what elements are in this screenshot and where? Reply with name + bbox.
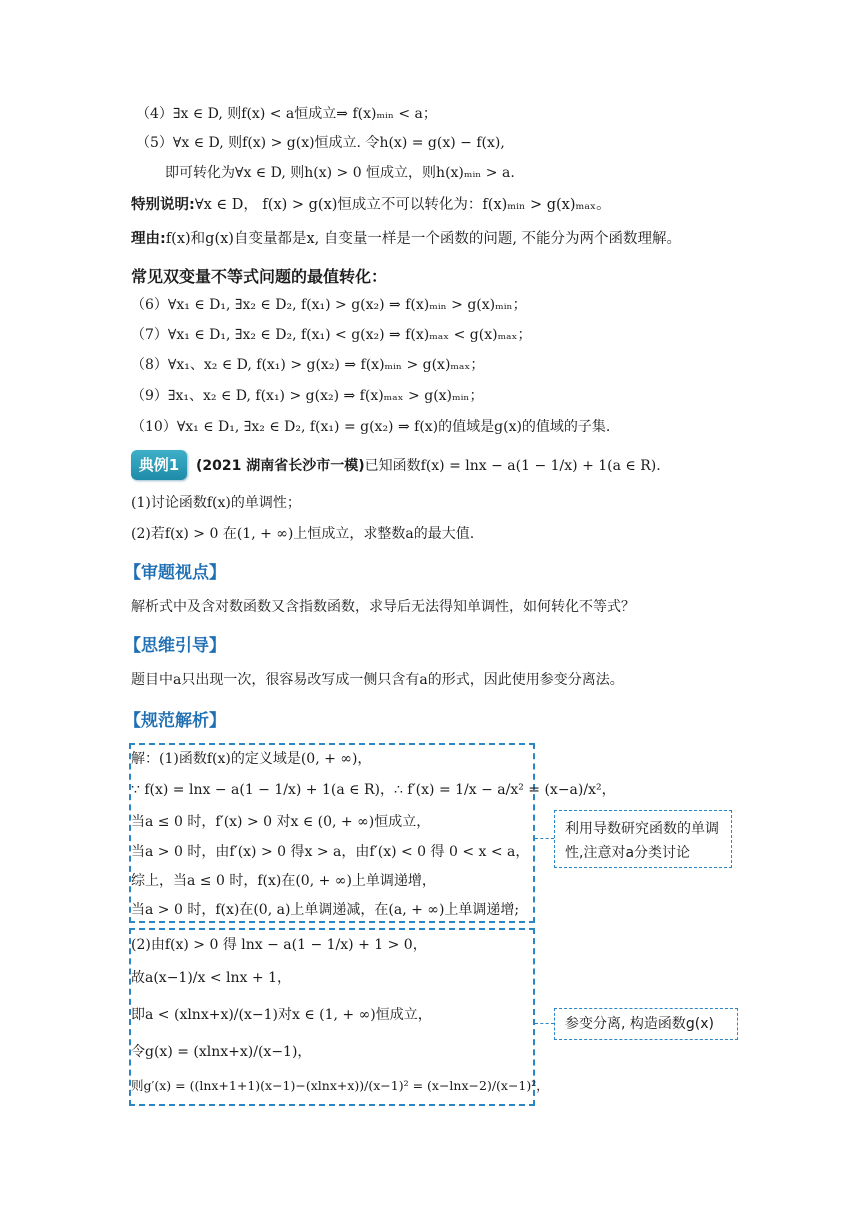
solution-line: 当a ≤ 0 时，f′(x) > 0 对x ∈ (0, + ∞)恒成立， (131, 814, 431, 830)
question-1: (1)讨论函数f(x)的单调性； (131, 495, 301, 511)
rule-5-cont: 即可转化为∀x ∈ D, 则h(x) > 0 恒成立，则h(x)ₘᵢₙ > a. (165, 165, 515, 181)
rule-6: （6）∀x₁ ∈ D₁, ∃x₂ ∈ D₂, f(x₁) > g(x₂) ⇒ f(x)ₘᵢₙ > g(x)ₘᵢₙ； (131, 297, 527, 313)
guide-text: 题目中a只出现一次，很容易改写成一侧只含有a的形式，因此使用参变分离法。 (131, 672, 624, 688)
special-note (131, 195, 611, 215)
rule-9: （9）∃x₁、x₂ ∈ D, f(x₁) > g(x₂) ⇒ f(x)ₘₐₓ > g(x)ₘᵢₙ； (131, 388, 484, 404)
note-connector-1 (535, 838, 554, 839)
rule-10: （10）∀x₁ ∈ D₁, ∃x₂ ∈ D₂, f(x₁) = g(x₂) ⇒ f(x)的值域是g(x)的值域的子集. (131, 419, 611, 435)
solution-line: 当a > 0 时，由f′(x) > 0 得x > a，由f′(x) < 0 得 0 < x < a， (131, 844, 530, 860)
reason-note (131, 229, 681, 249)
solution-title: 【规范解析】 (124, 711, 226, 731)
solution-line: 故a(x−1)/x < lnx + 1， (131, 970, 291, 986)
solution-box-1 (129, 743, 535, 923)
solution-line: 解：(1)函数f(x)的定义域是(0, + ∞)， (131, 751, 372, 767)
review-title: 【审题视点】 (124, 563, 226, 583)
solution-line: 即a < (xlnx+x)/(x−1)对x ∈ (1, + ∞)恒成立， (131, 1007, 432, 1023)
side-note-1: 利用导数研究函数的单调性,注意对a分类讨论 (554, 810, 732, 868)
solution-line: ∵ f(x) = lnx − a(1 − 1/x) + 1(a ∈ R)，∴ f′(x) = 1/x − a/x² = (x−a)/x²， (131, 782, 616, 798)
solution-line: 综上，当a ≤ 0 时，f(x)在(0, + ∞)上单调递增， (131, 873, 436, 889)
rule-7: （7）∀x₁ ∈ D₁, ∃x₂ ∈ D₂, f(x₁) < g(x₂) ⇒ f(x)ₘₐₓ < g(x)ₘₐₓ； (131, 327, 532, 343)
reason-label: 理由: (131, 231, 166, 247)
rule-8: （8）∀x₁、x₂ ∈ D, f(x₁) > g(x₂) ⇒ f(x)ₘᵢₙ > g(x)ₘₐₓ； (131, 357, 485, 373)
guide-title: 【思维引导】 (124, 636, 226, 656)
question-2: (2)若f(x) > 0 在(1, + ∞)上恒成立，求整数a的最大值. (131, 526, 475, 542)
reason-text: f(x)和g(x)自变量都是x, 自变量一样是一个函数的问题, 不能分为两个函数理解。 (165, 231, 682, 247)
example-badge: 典例1 (131, 450, 187, 480)
note-connector-2 (535, 1023, 554, 1024)
side-note-2: 参变分离, 构造函数g(x) (554, 1008, 738, 1040)
example-text: 已知函数f(x) = lnx − a(1 − 1/x) + 1(a ∈ R). (364, 458, 661, 474)
review-text: 解析式中及含对数函数又含指数函数，求导后无法得知单调性，如何转化不等式？ (131, 599, 635, 615)
example-statement (196, 456, 661, 476)
solution-line: 令g(x) = (xlnx+x)/(x−1)， (131, 1044, 312, 1060)
solution-line: 当a > 0 时，f(x)在(0, a)上单调递减，在(a, + ∞)上单调递增; (131, 902, 520, 918)
section-title: 常见双变量不等式问题的最值转化： (131, 267, 388, 286)
special-text: ∀x ∈ D， f(x) > g(x)恒成立不可以转化为：f(x)ₘᵢₙ > g(x)ₘₐₓ。 (194, 197, 611, 213)
solution-line: 则g′(x) = ((lnx+1+1)(x−1)−(xlnx+x))/(x−1)² = (x−lnx−2)/(x−1)²， (131, 1078, 549, 1093)
rule-4: （4）∃x ∈ D, 则f(x) < a恒成立⇒ f(x)ₘᵢₙ < a； (136, 106, 437, 122)
rule-5: （5）∀x ∈ D, 则f(x) > g(x)恒成立. 令h(x) = g(x) − f(x), (136, 135, 505, 151)
solution-line: (2)由f(x) > 0 得 lnx − a(1 − 1/x) + 1 > 0， (131, 937, 427, 953)
example-source: (2021 湖南省长沙市一模) (196, 458, 365, 474)
special-label: 特别说明: (131, 197, 195, 213)
